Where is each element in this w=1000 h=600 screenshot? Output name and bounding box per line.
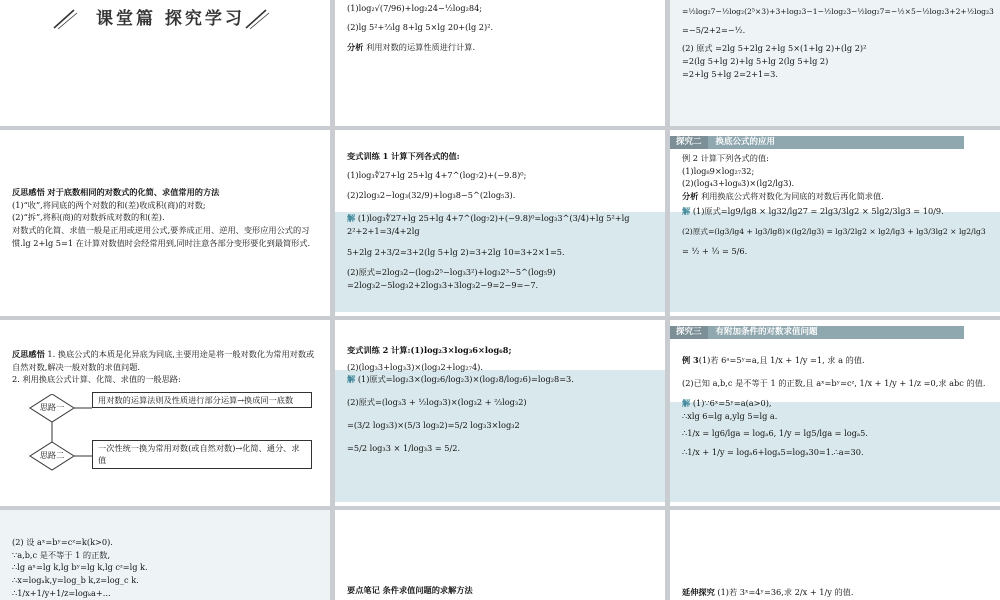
- extension-label: 延伸探究: [682, 587, 715, 597]
- slide-1: [0, 0, 330, 126]
- path-two-label: 思路二: [39, 450, 65, 460]
- reflection-line: (1)“收”,将同底的两个对数的和(差)收成积(商)的对数;: [12, 199, 206, 210]
- path-one-label: 思路一: [39, 402, 65, 412]
- example-question: (2)已知 a,b,c 是不等于 1 的正数,且 aˣ=bʸ=cᶻ, 1/x + 1/y + 1/z =0,求 abc 的值.: [682, 377, 986, 388]
- reflection-heading: 对于底数相同的对数式的化简、求值常用的方法: [47, 187, 220, 197]
- solution-line: ∴1/x+1/y+1/z=logₖa+...: [12, 587, 111, 598]
- solution-line: ∵a,b,c 是不等于 1 的正数,: [12, 549, 111, 560]
- solution-label: 解: [682, 398, 691, 409]
- note-heading: 要点笔记 条件求值问题的求解方法: [347, 585, 473, 595]
- reflection-label: 反思感悟: [12, 187, 45, 197]
- section-title: 课堂篇 探究学习: [96, 9, 245, 29]
- solution-line: =2(lg 5+lg 2)+lg 5+lg 2(lg 5+lg 2): [682, 56, 829, 67]
- slide-11: [335, 510, 665, 600]
- section-header: [670, 326, 964, 339]
- solution-label: 解: [682, 205, 691, 216]
- slide-6: [670, 130, 1000, 316]
- problem-line: (2)lg 5²+⅔lg 8+lg 5×lg 20+(lg 2)².: [347, 21, 494, 32]
- example-question: (2)(log₄3+log₈3)×(lg2/lg3).: [682, 178, 795, 189]
- slide-9: [670, 320, 1000, 506]
- analysis-label: 分析: [347, 42, 364, 53]
- solution-line: ∴1/x + 1/y = logₐ6+logₐ5=logₐ30=1.∴a=30.: [682, 446, 864, 457]
- section-tag: 探究二: [670, 136, 708, 149]
- example-heading: 例 2 计算下列各式的值:: [682, 153, 769, 163]
- analysis-label: 分析: [682, 191, 699, 202]
- solution-line: =5/2 log₃3 × 1/log₃3 = 5/2.: [347, 442, 461, 453]
- slash-decoration-icon: [244, 8, 270, 30]
- slide-7: [0, 320, 330, 506]
- solution-label: 解: [347, 213, 356, 224]
- solution-line: =2log₃2−5log₃2+2log₃3+3log₃2−9=2−9=−7.: [347, 279, 539, 290]
- slide-3: [670, 0, 1000, 126]
- solution-line: ∴x=logₐk,y=log_b k,z=log_c k.: [12, 575, 139, 586]
- solution-line: (1)log₃∜27+lg 25+lg 4+7^(log₇2)+(−9.8)⁰=log₃3^(3/4)+lg 5²+lg 2²+2+1=3/4+2lg: [347, 213, 630, 236]
- solution-line: ∴1/x = lg6/lga = logₐ6, 1/y = lg5/lga = logₐ5.: [682, 427, 868, 438]
- solution-line: (2) 设 aˣ=bʸ=cᶻ=k(k>0).: [12, 537, 113, 547]
- slash-decoration-icon: [52, 8, 78, 30]
- slide-10: [0, 510, 330, 600]
- solution-line: (2)原式=(lg3/lg4 + lg3/lg8)×(lg2/lg3) = lg3/2lg2 × lg2/lg3 + lg3/3lg2 × lg2/lg3: [682, 226, 986, 236]
- slide-4: [0, 130, 330, 316]
- solution-line: ∴xlg 6=lg a,ylg 5=lg a.: [682, 411, 778, 422]
- slide-8: [335, 320, 665, 506]
- reflection-line: 2. 利用换底公式计算、化简、求值的一般思路:: [12, 374, 181, 385]
- solution-line: (2)原式=2log₃2−(log₃2⁵−log₃3²)+log₃2³−5^(log₅9): [347, 267, 556, 278]
- solution-line: =(3/2 log₃3)×(5/3 log₃2)=5/2 log₃3×log₃2: [347, 419, 520, 430]
- solution-line: (1)原式=log₂3×(log₂6/log₂3)×(log₂8/log₂6)=log₂8=3.: [357, 374, 574, 385]
- slide-5: [335, 130, 665, 316]
- exercise-heading: 变式训练 1 计算下列各式的值:: [347, 151, 460, 161]
- solution-line: 5+2lg 2+3/2=3+2(lg 5+lg 2)=3+2lg 10=3+2×1=5.: [347, 246, 565, 257]
- reflection-line: 1. 换底公式的本质是化异底为同底,主要用途是将一般对数化为常用对数或自然对数,解决一般对数的求值问题.: [12, 349, 315, 372]
- example-question: (1)log₈9×log₂₇32;: [682, 165, 755, 176]
- section-header: [670, 136, 964, 149]
- solution-line: ∴lg aˣ=lg k,lg bʸ=lg k,lg cᶻ=lg k.: [12, 562, 148, 573]
- solution-label: 解: [347, 374, 356, 385]
- section-title: 换底公式的应用: [708, 136, 964, 149]
- exercise-question: (1)log₃∜27+lg 25+lg 4+7^(log₇2)+(−9.8)⁰;: [347, 169, 527, 180]
- solution-line: = ½ + ⅓ = 5/6.: [682, 246, 748, 257]
- analysis-text: 利用对数的运算性质进行计算.: [366, 42, 476, 53]
- solution-line: (2) 原式 =2lg 5+2lg 2+lg 5×(1+lg 2)+(lg 2)²: [682, 43, 867, 54]
- slide-12: [670, 510, 1000, 600]
- section-tag: 探究三: [670, 326, 708, 339]
- slide-2: [335, 0, 665, 126]
- extension-question: (1)若 3ˣ=4ʸ=36,求 2/x + 1/y 的值.: [717, 587, 854, 597]
- exercise-question: (2)(log₃3+log₃3)×(log₃2+log₂₇4).: [347, 361, 483, 372]
- solution-line: (2)原式=(log₃3 + ½log₃3)×(log₃2 + ⅔log₃2): [347, 397, 527, 408]
- reflection-line: 对数式的化简、求值一般是正用或逆用公式,要养成正用、逆用、变形应用公式的习惯.lg 2+lg 5=1 在计算对数值时会经常用到,同时注意各部分变形要化到最简形式.: [12, 225, 311, 248]
- example-label: 例 3: [682, 355, 699, 365]
- problem-line: (1)log₂√(7/96)+log₂24−½log₂84;: [347, 3, 483, 13]
- solution-line: =2+lg 5+lg 2=2+1=3.: [682, 68, 778, 79]
- reflection-label: 反思感悟: [12, 349, 45, 359]
- solution-line: (1)∵6ˣ=5ʸ=a(a>0),: [692, 398, 772, 409]
- path-one-box: 用对数的运算法则及性质进行部分运算→换成同一底数: [92, 392, 312, 408]
- path-two-box: 一次性统一换为常用对数(或自然对数)→化简、通分、求值: [92, 440, 312, 469]
- exercise-heading: 变式训练 2 计算:(1)log₂3×log₃6×log₆8;: [347, 345, 512, 355]
- section-title: 有附加条件的对数求值问题: [708, 326, 964, 339]
- example-question: (1)若 6ᵃ=5ʸ=a,且 1/x + 1/y =1, 求 a 的值.: [698, 355, 865, 365]
- reflection-line: (2)“拆”,将积(商)的对数拆成对数的和(差).: [12, 212, 165, 223]
- solution-line: =−5/2+2=−½.: [682, 24, 746, 35]
- solution-line: =½log₂7−½log₂(2⁵×3)+3+log₂3−1−½log₂3−½log₂7=−½×5−½log₂3+2+½log₂3: [682, 7, 994, 16]
- solution-line: (1)原式=lg9/lg8 × lg32/lg27 = 2lg3/3lg2 × 5lg2/3lg3 = 10/9.: [692, 205, 944, 216]
- analysis-text: 利用换底公式将对数化为同底的对数后再化简求值.: [701, 191, 884, 202]
- exercise-question: (2)2log₃2−log₃(32/9)+log₃8−5^(2log₅3).: [347, 190, 516, 201]
